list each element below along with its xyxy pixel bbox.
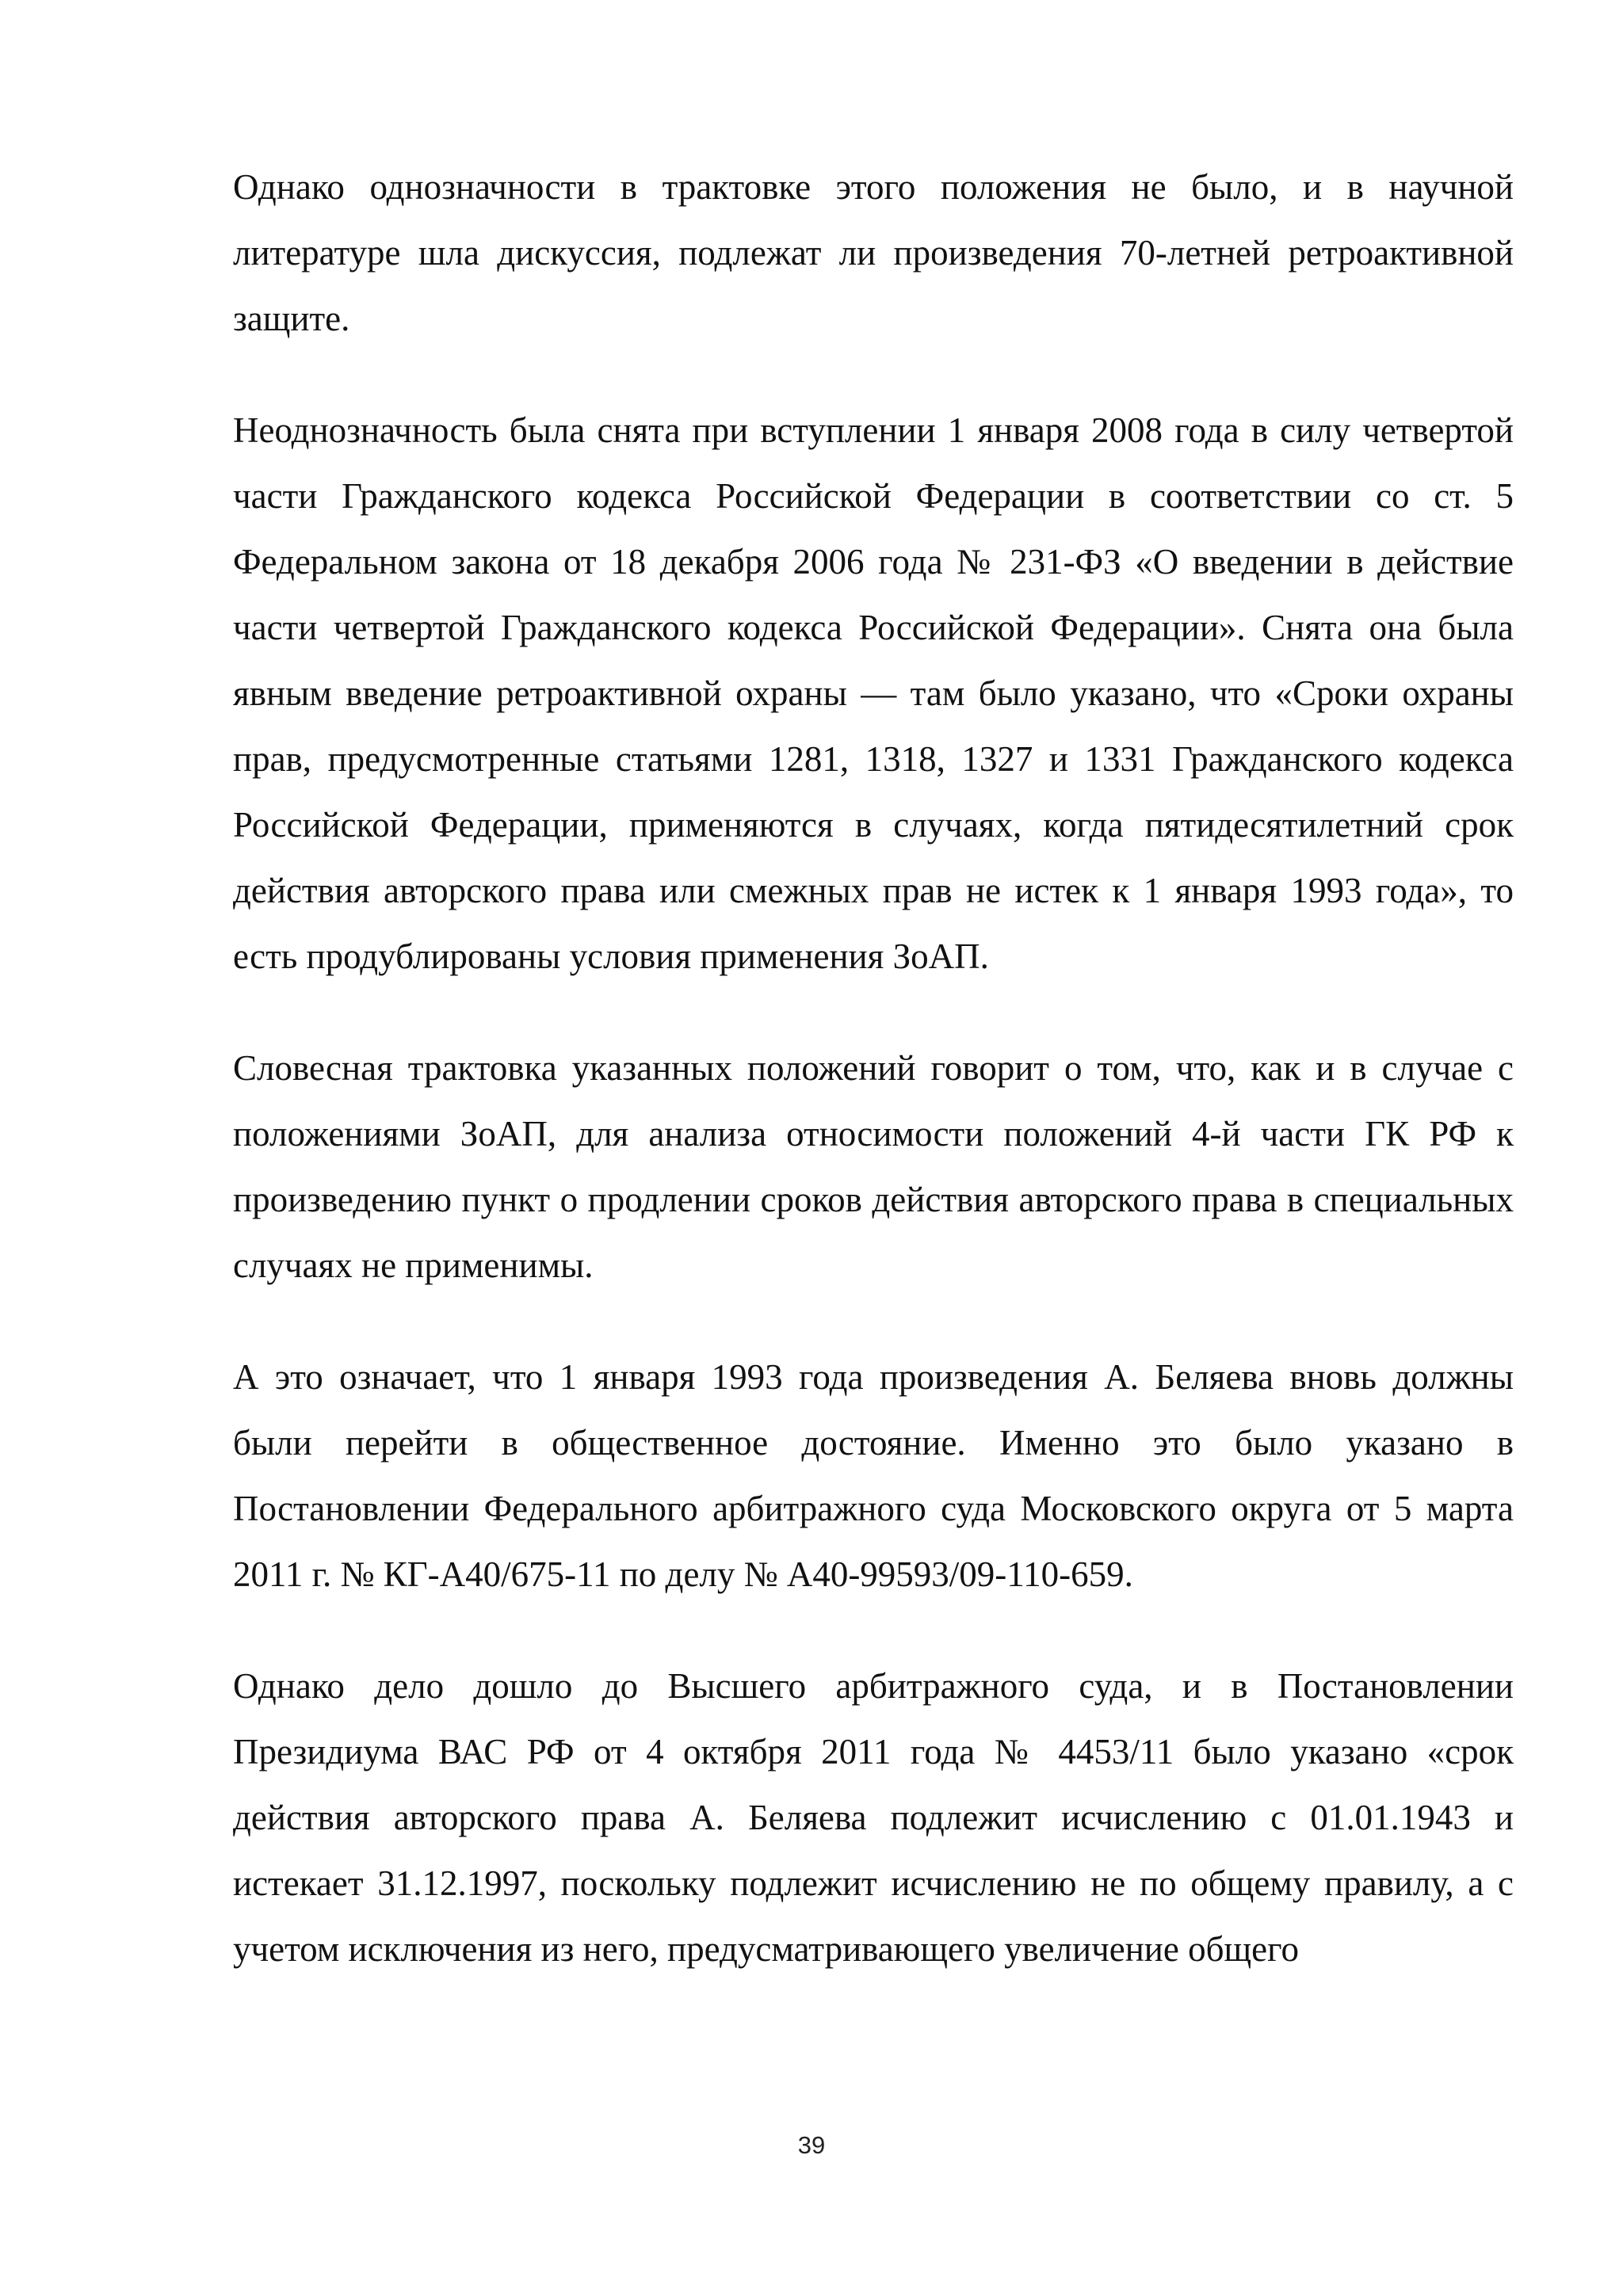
paragraph-2: Неоднозначность была снята при вступлении 1 января 2008 года в силу четвертой части Гражданского кодекса Российской Федерации в соответствии со ст. 5 Федеральном закона от 18 декабря 2006 года № 231-ФЗ «О введении в действие части четвертой Гражданского кодекса Российской Федерации». Снята она была явным введение ретроактивной охраны — там было указано, что «Сроки охраны прав, предусмотренные статьями 1281, 1318, 1327 и 1331 Гражданского кодекса Российской Федерации, применяются в случаях, когда пятидесятилетний срок действия авторского права или смежных прав не истек к 1 января 1993 года», то есть продублированы условия применения ЗоАП. xyxy=(233,410,1514,976)
page-number: 39 xyxy=(797,2131,826,2159)
paragraph-5: Однако дело дошло до Высшего арбитражного суда, и в Постановлении Президиума ВАС РФ от 4 октября 2011 года № 4453/11 было указано «срок действия авторского права А. Беляева подлежит исчислению с 01.01.1943 и истекает 31.12.1997, поскольку подлежит исчислению не по общему правилу, а с учетом исключения из него, предусматривающего увеличение общего xyxy=(233,1666,1514,1969)
paragraph-3: Словесная трактовка указанных положений говорит о том, что, как и в случае с положениями ЗоАП, для анализа относимости положений 4-й части ГК РФ к произведению пункт о продлении сроков действия авторского права в специальных случаях не применимы. xyxy=(233,1048,1514,1285)
paragraph-1: Однако однозначности в трактовке этого положения не было, и в научной литературе шла дискуссия, подлежат ли произведения 70-летней ретроактивной защите. xyxy=(233,167,1514,338)
paragraph-4: А это означает, что 1 января 1993 года произведения А. Беляева вновь должны были перейти в общественное достояние. Именно это было указано в Постановлении Федерального арбитражного суда Московского округа от 5 марта 2011 г. № КГ-А40/675-11 по делу № А40-99593/09-110-659. xyxy=(233,1357,1514,1594)
body-text xyxy=(233,154,1514,1982)
